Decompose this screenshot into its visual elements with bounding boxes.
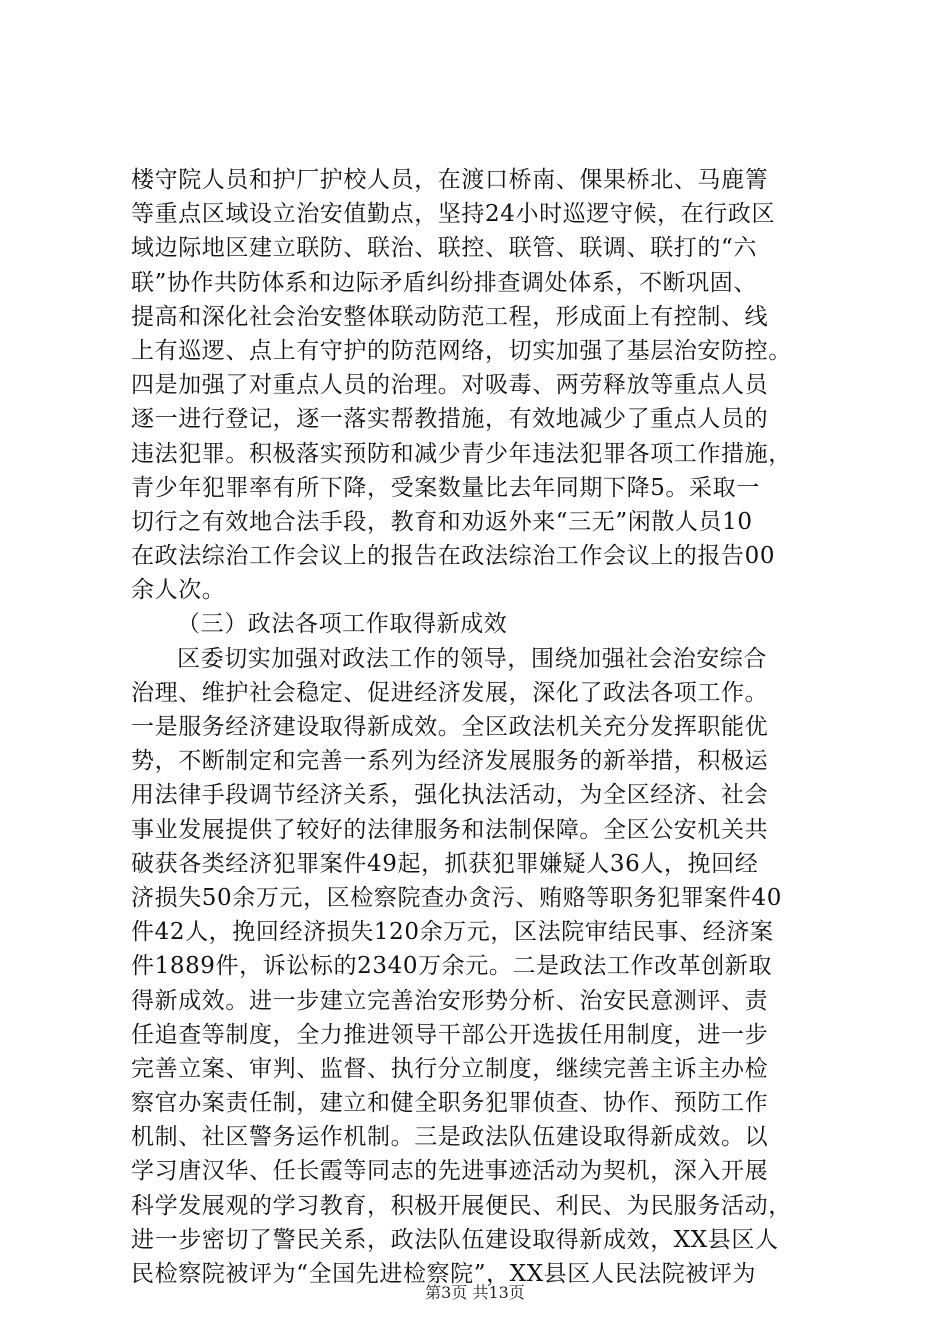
text-line: 势，不断制定和完善一系列为经济发展服务的新举措，积极运 — [131, 748, 769, 775]
text-line: 逐一进行登记，逐一落实帮教措施，有效地减少了重点人员的 — [131, 406, 769, 433]
text-line: 进一步密切了警民关系，政法队伍建设取得新成效，XX县区人 — [131, 1226, 779, 1253]
text-line: 四是加强了对重点人员的治理。对吸毒、两劳释放等重点人员 — [131, 372, 769, 399]
text-line: 济损失50余万元，区检察院查办贪污、贿赂等职务犯罪案件40 — [131, 884, 782, 911]
text-line: 事业发展提供了较好的法律服务和法制保障。全区公安机关共 — [131, 816, 769, 843]
text-line: 青少年犯罪率有所下降，受案数量比去年同期下降5。采取一 — [131, 474, 760, 501]
text-line: 域边际地区建立联防、联治、联控、联管、联调、联打的“六 — [131, 235, 757, 262]
text-line: 楼守院人员和护厂护校人员，在渡口桥南、倮果桥北、马鹿箐 — [131, 167, 769, 193]
text-line: 区委切实加强对政法工作的领导，围绕加强社会治安综合 — [177, 645, 767, 672]
text-line: 余人次。 — [131, 577, 226, 604]
text-line: 上有巡逻、点上有守护的防范网络，切实加强了基层治安防控。 — [131, 337, 792, 364]
text-line: 违法犯罪。积极落实预防和减少青少年违法犯罪各项工作措施， — [131, 440, 792, 467]
text-line: 一是服务经济建设取得新成效。全区政法机关充分发挥职能优 — [131, 714, 769, 740]
text-line: 联”协作共防体系和边际矛盾纠纷排查调处体系，不断巩固、 — [131, 269, 757, 296]
text-line: 件1889件，诉讼标的2340万余元。二是政法工作改革创新取 — [131, 953, 773, 980]
text-line: 学习唐汉华、任长霞等同志的先进事迹活动为契机，深入开展 — [131, 1158, 769, 1185]
body-text — [131, 163, 831, 1291]
text-line: 提高和深化社会治安整体联动防范工程，形成面上有控制、线 — [131, 303, 769, 330]
text-line: 用法律手段调节经济关系，强化执法活动，为全区经济、社会 — [131, 782, 769, 809]
page-footer: 第3页 共13页 — [425, 1283, 525, 1302]
text-line: 切行之有效地合法手段，教育和劝返外来“三无”闲散人员10 — [131, 508, 753, 535]
text-line: 破获各类经济犯罪案件49起，抓获犯罪嫌疑人36人，挽回经 — [131, 850, 759, 877]
text-line: 机制、社区警务运作机制。三是政法队伍建设取得新成效。以 — [131, 1124, 769, 1151]
text-line: 在政法综治工作会议上的报告在政法综治工作会议上的报告00 — [131, 543, 776, 570]
text-line: 治理、维护社会稳定、促进经济发展，深化了政法各项工作。 — [131, 679, 769, 706]
text-line: 任追查等制度，全力推进领导干部公开选拔任用制度，进一步 — [131, 1021, 769, 1048]
text-line: 科学发展观的学习教育，积极开展便民、利民、为民服务活动， — [131, 1192, 792, 1219]
text-line: 件42人，挽回经济损失120余万元，区法院审结民事、经济案 — [131, 919, 774, 946]
text-line: （三）政法各项工作取得新成效 — [177, 611, 508, 638]
text-line: 完善立案、审判、监督、执行分立制度，继续完善主诉主办检 — [131, 1055, 769, 1082]
text-line: 等重点区域设立治安值勤点，坚持24小时巡逻守候，在行政区 — [131, 201, 776, 228]
text-line: 民检察院被评为“全国先进检察院”，XX县区人民法院被评为 — [131, 1261, 757, 1287]
text-line: 得新成效。进一步建立完善治安形势分析、治安民意测评、责 — [131, 987, 769, 1014]
text-line: 察官办案责任制，建立和健全职务犯罪侦查、协作、预防工作 — [131, 1090, 769, 1117]
